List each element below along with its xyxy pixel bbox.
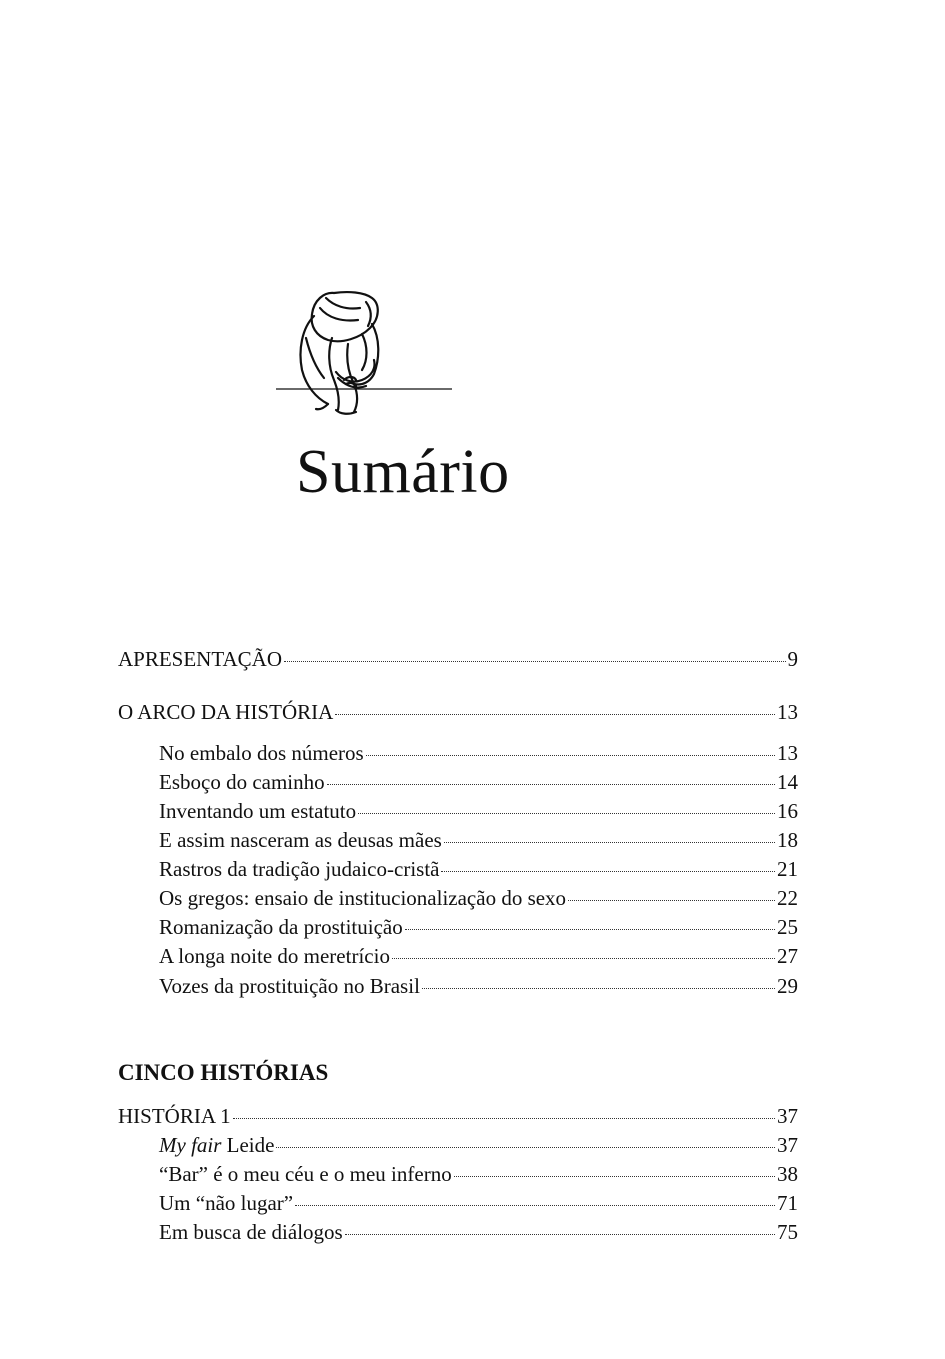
toc-entry-arco-da-historia[interactable]	[118, 699, 798, 725]
toc-page-number: 18	[777, 828, 798, 852]
section-heading-cinco-historias: CINCO HISTÓRIAS	[118, 1060, 329, 1085]
toc-subentry[interactable]	[159, 798, 798, 824]
toc-subentry[interactable]	[159, 827, 798, 853]
toc-entry-label: No embalo dos números	[159, 741, 364, 765]
toc-page-number: 75	[777, 1220, 798, 1244]
dot-leader	[284, 661, 785, 662]
toc-entry-label-rest: Leide	[221, 1133, 275, 1157]
toc-subentry[interactable]	[159, 943, 798, 969]
toc-subentry[interactable]	[159, 1132, 798, 1158]
toc-subentry[interactable]	[159, 885, 798, 911]
dot-leader	[327, 784, 775, 785]
toc-entry-label: Em busca de diálogos	[159, 1220, 343, 1244]
toc-entry-label	[159, 1132, 274, 1158]
dot-leader	[276, 1147, 775, 1148]
toc-subentry[interactable]	[159, 1219, 798, 1245]
toc-page-number: 13	[777, 741, 798, 765]
dot-leader	[568, 900, 775, 901]
toc-entry-label: “Bar” é o meu céu e o meu inferno	[159, 1162, 452, 1186]
page-title: Sumário	[296, 438, 510, 506]
toc-entry-label: Rastros da tradição judaico-cristã	[159, 857, 440, 881]
dot-leader	[295, 1205, 775, 1206]
toc-subentry[interactable]	[159, 1161, 798, 1187]
toc-entry-label: APRESENTAÇÃO	[118, 647, 283, 671]
toc-page-number: 14	[777, 770, 798, 794]
toc-entry-label: E assim nasceram as deusas mães	[159, 828, 442, 852]
toc-entry-label: O ARCO DA HISTÓRIA	[118, 700, 334, 724]
toc-entry-historia-1[interactable]	[118, 1103, 798, 1129]
dot-leader	[454, 1176, 775, 1177]
toc-page-number: 21	[777, 857, 798, 881]
toc-page-number: 29	[777, 974, 798, 998]
toc-entry-apresentacao[interactable]	[118, 646, 798, 672]
toc-entry-label: Inventando um estatuto	[159, 799, 357, 823]
dot-leader	[422, 988, 775, 989]
toc-subentry[interactable]	[159, 1190, 798, 1216]
dot-leader	[358, 813, 775, 814]
toc-entry-label: Vozes da prostituição no Brasil	[159, 974, 420, 998]
dot-leader	[233, 1118, 775, 1119]
toc-entry-label-italic: My fair	[159, 1133, 222, 1157]
toc-page-number: 38	[777, 1162, 798, 1186]
toc-page-number: 71	[777, 1191, 798, 1215]
toc-entry-label: Romanização da prostituição	[159, 915, 403, 939]
toc-page-number: 13	[777, 700, 798, 724]
toc-entry-label: Esboço do caminho	[159, 770, 325, 794]
dot-leader	[444, 842, 775, 843]
dot-leader	[345, 1234, 775, 1235]
toc-page-number: 22	[777, 886, 798, 910]
toc-subentry[interactable]	[159, 914, 798, 940]
toc-page-number: 37	[777, 1104, 798, 1128]
toc-page-number: 37	[777, 1133, 798, 1157]
toc-subentry[interactable]	[159, 973, 798, 999]
dot-leader	[366, 755, 775, 756]
dot-leader	[335, 714, 775, 715]
dot-leader	[441, 871, 775, 872]
dot-leader	[392, 958, 775, 959]
toc-subentry[interactable]	[159, 769, 798, 795]
toc-entry-label: Os gregos: ensaio de institucionalização do sexo	[159, 886, 567, 910]
toc-page-number: 27	[777, 944, 798, 968]
dot-leader	[405, 929, 775, 930]
crouching-woman-illustration	[276, 288, 452, 418]
toc-subentry[interactable]	[159, 740, 798, 766]
toc-entry-label: HISTÓRIA 1	[118, 1104, 231, 1128]
toc-page-number: 16	[777, 799, 798, 823]
toc-page-number: 25	[777, 915, 798, 939]
toc-subentry[interactable]	[159, 856, 798, 882]
toc-page-number: 9	[787, 647, 798, 671]
toc-entry-label: Um “não lugar”	[159, 1191, 294, 1215]
toc-entry-label: A longa noite do meretrício	[159, 944, 390, 968]
